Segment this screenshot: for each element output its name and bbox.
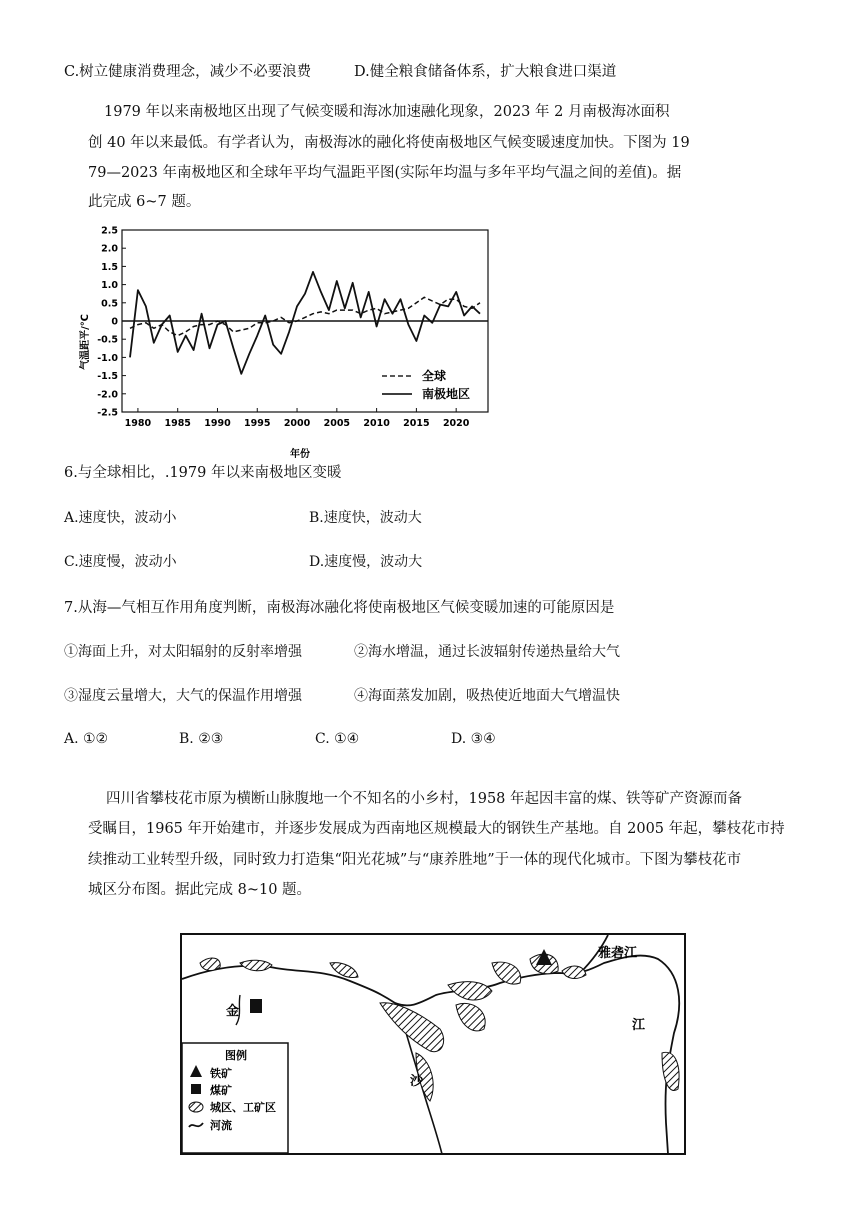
- legend-river-label: 河流: [210, 1119, 232, 1132]
- y-tick-label: -1.0: [97, 352, 118, 364]
- q7-stem: 7.从海—气相互作用角度判断，南极海冰融化将使南极地区气候变暖加速的可能原因是: [64, 600, 615, 616]
- q7-statement-1: ①海面上升，对太阳辐射的反射率增强: [64, 644, 302, 660]
- q7-statement-3: ③湿度云量增大，大气的保温作用增强: [64, 688, 302, 704]
- q7-statement-4: ④海面蒸发加剧，吸热使近地面大气增温快: [354, 688, 620, 704]
- q7-statement-2: ②海水增温，通过长波辐射传递热量给大气: [354, 644, 620, 660]
- global-series-line: [130, 297, 480, 335]
- map-legend: [182, 1043, 288, 1153]
- intro1-line-3: 79—2023 年南极地区和全球年平均气温距平图(实际年均温与多年平均气温之间的差值)。据: [88, 165, 682, 181]
- map-label-jin: 金: [226, 1004, 240, 1019]
- intro1-line-2: 创 40 年以来最低。有学者认为，南极海冰的融化将使南极地区气候变暖速度加快。下图为 19: [88, 135, 690, 151]
- legend-global-label: 全球: [422, 369, 447, 383]
- antarctic-series-line: [130, 272, 480, 374]
- map-label-sha: 沙: [410, 1074, 424, 1089]
- q7-option-a: A. ①②: [64, 731, 109, 747]
- y-tick-label: -2.0: [97, 389, 118, 401]
- y-tick-label: 0: [111, 316, 118, 328]
- intro2-line-1: 四川省攀枝花市原为横断山脉腹地一个不知名的小乡村，1958 年起因丰富的煤、铁等矿产资源而备: [106, 791, 743, 807]
- y-tick-label: 1.5: [101, 261, 118, 273]
- q7-option-d: D. ③④: [451, 731, 496, 747]
- q7-option-c: C. ①④: [315, 731, 360, 747]
- legend-antarctic-label: 南极地区: [422, 387, 471, 401]
- x-tick-label: 2000: [283, 418, 311, 429]
- y-tick-label: -2.5: [97, 407, 118, 419]
- legend-urban-label: 城区、工矿区: [210, 1101, 276, 1114]
- q6-option-b: B.速度快，波动大: [309, 510, 422, 526]
- x-tick-label: 1995: [244, 418, 271, 429]
- intro2-line-3: 续推动工业转型升级，同时致力打造集“阳光花城”与“康养胜地”于一体的现代化城市。下图为攀枝花市: [88, 852, 742, 868]
- x-tick-label: 1985: [164, 418, 191, 429]
- map-label-yalong: 雅砻江: [598, 946, 638, 961]
- legend-title: 图例: [225, 1049, 247, 1062]
- q6-option-c: C.速度慢，波动小: [64, 554, 177, 570]
- x-tick-label: 2010: [363, 418, 390, 429]
- y-tick-label: 0.5: [101, 298, 118, 310]
- q7-option-b: B. ②③: [179, 731, 224, 747]
- q5-option-d: D.健全粮食储备体系，扩大粮食进口渠道: [354, 64, 617, 80]
- y-tick-label: 2.0: [101, 243, 118, 255]
- y-tick-label: 1.0: [101, 280, 118, 292]
- q5-option-c: C.树立健康消费理念，减少不必要浪费: [64, 64, 312, 80]
- map-label-jiang: 江: [632, 1018, 646, 1033]
- legend-coal-icon: [191, 1084, 201, 1094]
- q6-option-a: A.速度快，波动小: [64, 510, 177, 526]
- temperature-anomaly-chart: [78, 222, 498, 462]
- legend-urban-icon: [189, 1102, 203, 1112]
- x-tick-label: 1990: [204, 418, 231, 429]
- map-svg: [180, 933, 686, 1155]
- intro2-line-4: 城区分布图。据此完成 8~10 题。: [88, 882, 312, 898]
- y-tick-label: -0.5: [97, 334, 118, 346]
- x-axis-label: 年份: [290, 449, 310, 460]
- coal-mine-marker: [250, 999, 262, 1013]
- intro1-line-4: 此完成 6~7 题。: [88, 194, 201, 210]
- legend-coal-label: 煤矿: [210, 1084, 232, 1097]
- y-axis-label: 气温距平/℃: [80, 314, 91, 370]
- x-tick-label: 2015: [403, 418, 430, 429]
- x-tick-label: 2020: [442, 418, 470, 429]
- y-tick-label: -1.5: [97, 371, 118, 383]
- legend-iron-label: 铁矿: [210, 1067, 232, 1080]
- chart-svg: [78, 222, 498, 462]
- intro1-line-1: 1979 年以来南极地区出现了气候变暖和海冰加速融化现象，2023 年 2 月南极海冰面积: [104, 104, 670, 120]
- q6-option-d: D.速度慢，波动大: [309, 554, 423, 570]
- y-tick-label: 2.5: [101, 225, 118, 237]
- x-tick-label: 2005: [323, 418, 351, 429]
- chart-legend: [382, 368, 470, 401]
- x-tick-label: 1980: [124, 418, 152, 429]
- panzhihua-city-map: [180, 933, 686, 1155]
- q6-stem: 6.与全球相比，.1979 年以来南极地区变暖: [64, 465, 342, 481]
- intro2-line-2: 受瞩目，1965 年开始建市，并逐步发展成为西南地区规模最大的钢铁生产基地。自 2005 年起，攀枝花市持: [88, 821, 785, 837]
